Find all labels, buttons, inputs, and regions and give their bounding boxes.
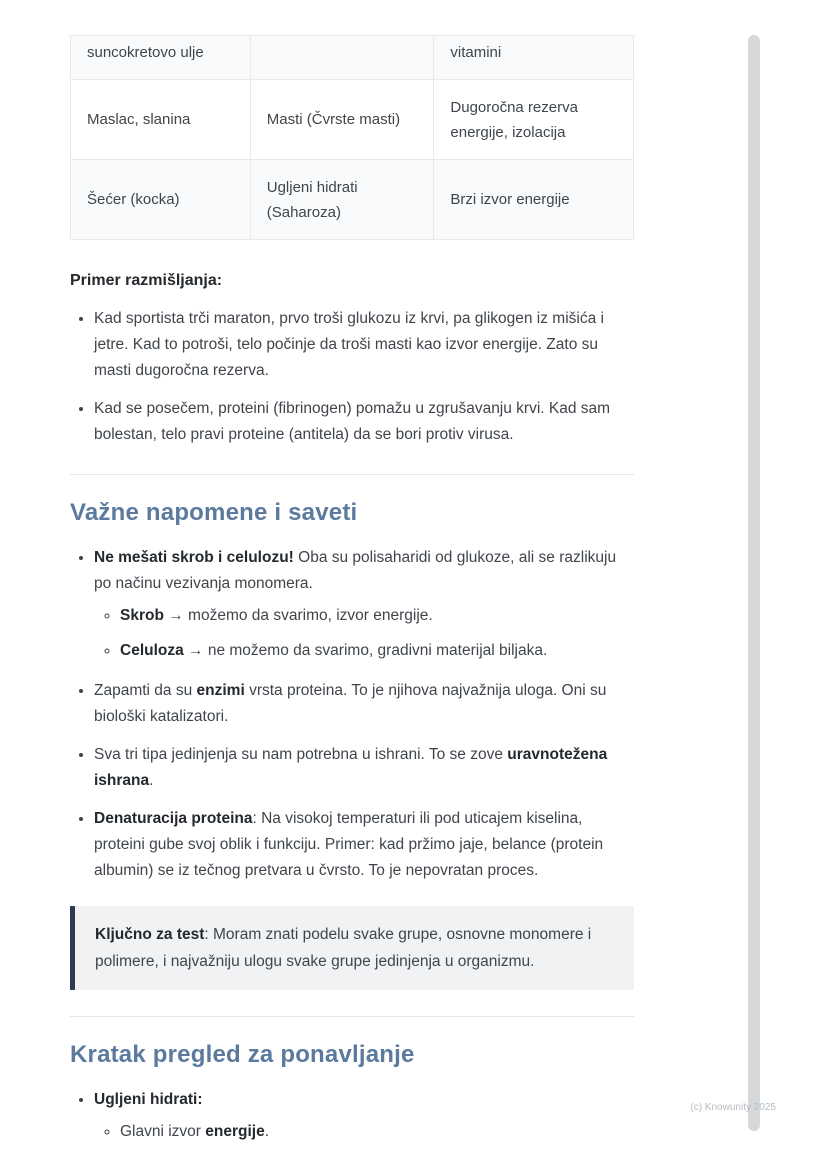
list-item: • Kad se posečem, proteini (fibrinogen) pomažu u zgrušavanju krvi. Kad sam bolestan, telo pravi proteine (antitela) da se bori protiv virusa. [94, 396, 634, 448]
list-item-text: Ne mešati skrob i celulozu! Oba su polisaharidi od glukoze, ali se razlikuju po načinu vezivanja monomera. [94, 549, 617, 592]
sub-list-item: ◦ Glavni izvor energije. [120, 1119, 634, 1145]
callout-text: Ključno za test: Moram znati podelu svake grupe, osnovne monomere i polimere, i najvažniju ulogu svake grupe jedinjenja u organizmu. [95, 926, 592, 970]
divider [70, 1016, 634, 1017]
list-item: • Zapamti da su enzimi vrsta proteina. To je njihova najvažnija uloga. Oni su biološki katalizatori. [94, 678, 634, 730]
notes-list [70, 545, 634, 884]
table-cell: Brzi izvor energije [434, 160, 634, 240]
section-heading-notes: Važne napomene i saveti [70, 499, 358, 526]
nutrients-table [70, 35, 634, 240]
watermark: (c) Knowunity 2025 [690, 1102, 776, 1113]
key-callout [70, 906, 634, 990]
table-row [71, 36, 634, 80]
list-item: • Sva tri tipa jedinjenja su nam potrebna u ishrani. To se zove uravnotežena ishrana. [94, 742, 634, 794]
table-cell: Šećer (kocka) [71, 160, 251, 240]
example-heading: Primer razmišljanja: [70, 272, 223, 289]
list-item: • Kad sportista trči maraton, prvo troši glukozu iz krvi, pa glikogen iz mišića i jetre. Kad to potroši, telo počinje da troši masti kao izvor energije. Zato su masti dugoročna rezerva. [94, 306, 634, 384]
table-cell: suncokretovo ulje [71, 36, 251, 80]
sub-list [94, 1119, 634, 1145]
table-cell: Dugoročna rezerva energije, izolacija [434, 80, 634, 160]
table-cell: Maslac, slanina [71, 80, 251, 160]
review-list [70, 1087, 634, 1145]
table-row [71, 80, 634, 160]
table-row [71, 160, 634, 240]
list-item [94, 545, 634, 664]
table-cell: Masti (Čvrste masti) [250, 80, 434, 160]
table-cell: Ugljeni hidrati (Saharoza) [250, 160, 434, 240]
example-list [70, 306, 634, 448]
document-content [70, 35, 634, 1159]
list-item-text: Ugljeni hidrati: [94, 1091, 203, 1108]
divider [70, 474, 634, 475]
table-cell [250, 36, 434, 80]
section-heading-review: Kratak pregled za ponavljanje [70, 1041, 415, 1068]
table-cell: vitamini [434, 36, 634, 80]
scrollbar-thumb[interactable] [748, 35, 760, 1131]
list-item: • Denaturacija proteina: Na visokoj temperaturi ili pod uticajem kiselina, proteini gube svoj oblik i funkciju. Primer: kad pržimo jaje, belance (protein albumin) se iz tečnog pretvara u čvrsto. To je nepovratan proces. [94, 806, 634, 884]
sub-list-item: ◦ Celuloza → ne možemo da svarimo, gradivni materijal biljaka. [120, 638, 634, 664]
list-item [94, 1087, 634, 1145]
sub-list-item: ◦ Skrob → možemo da svarimo, izvor energije. [120, 603, 634, 629]
sub-list [94, 603, 634, 664]
